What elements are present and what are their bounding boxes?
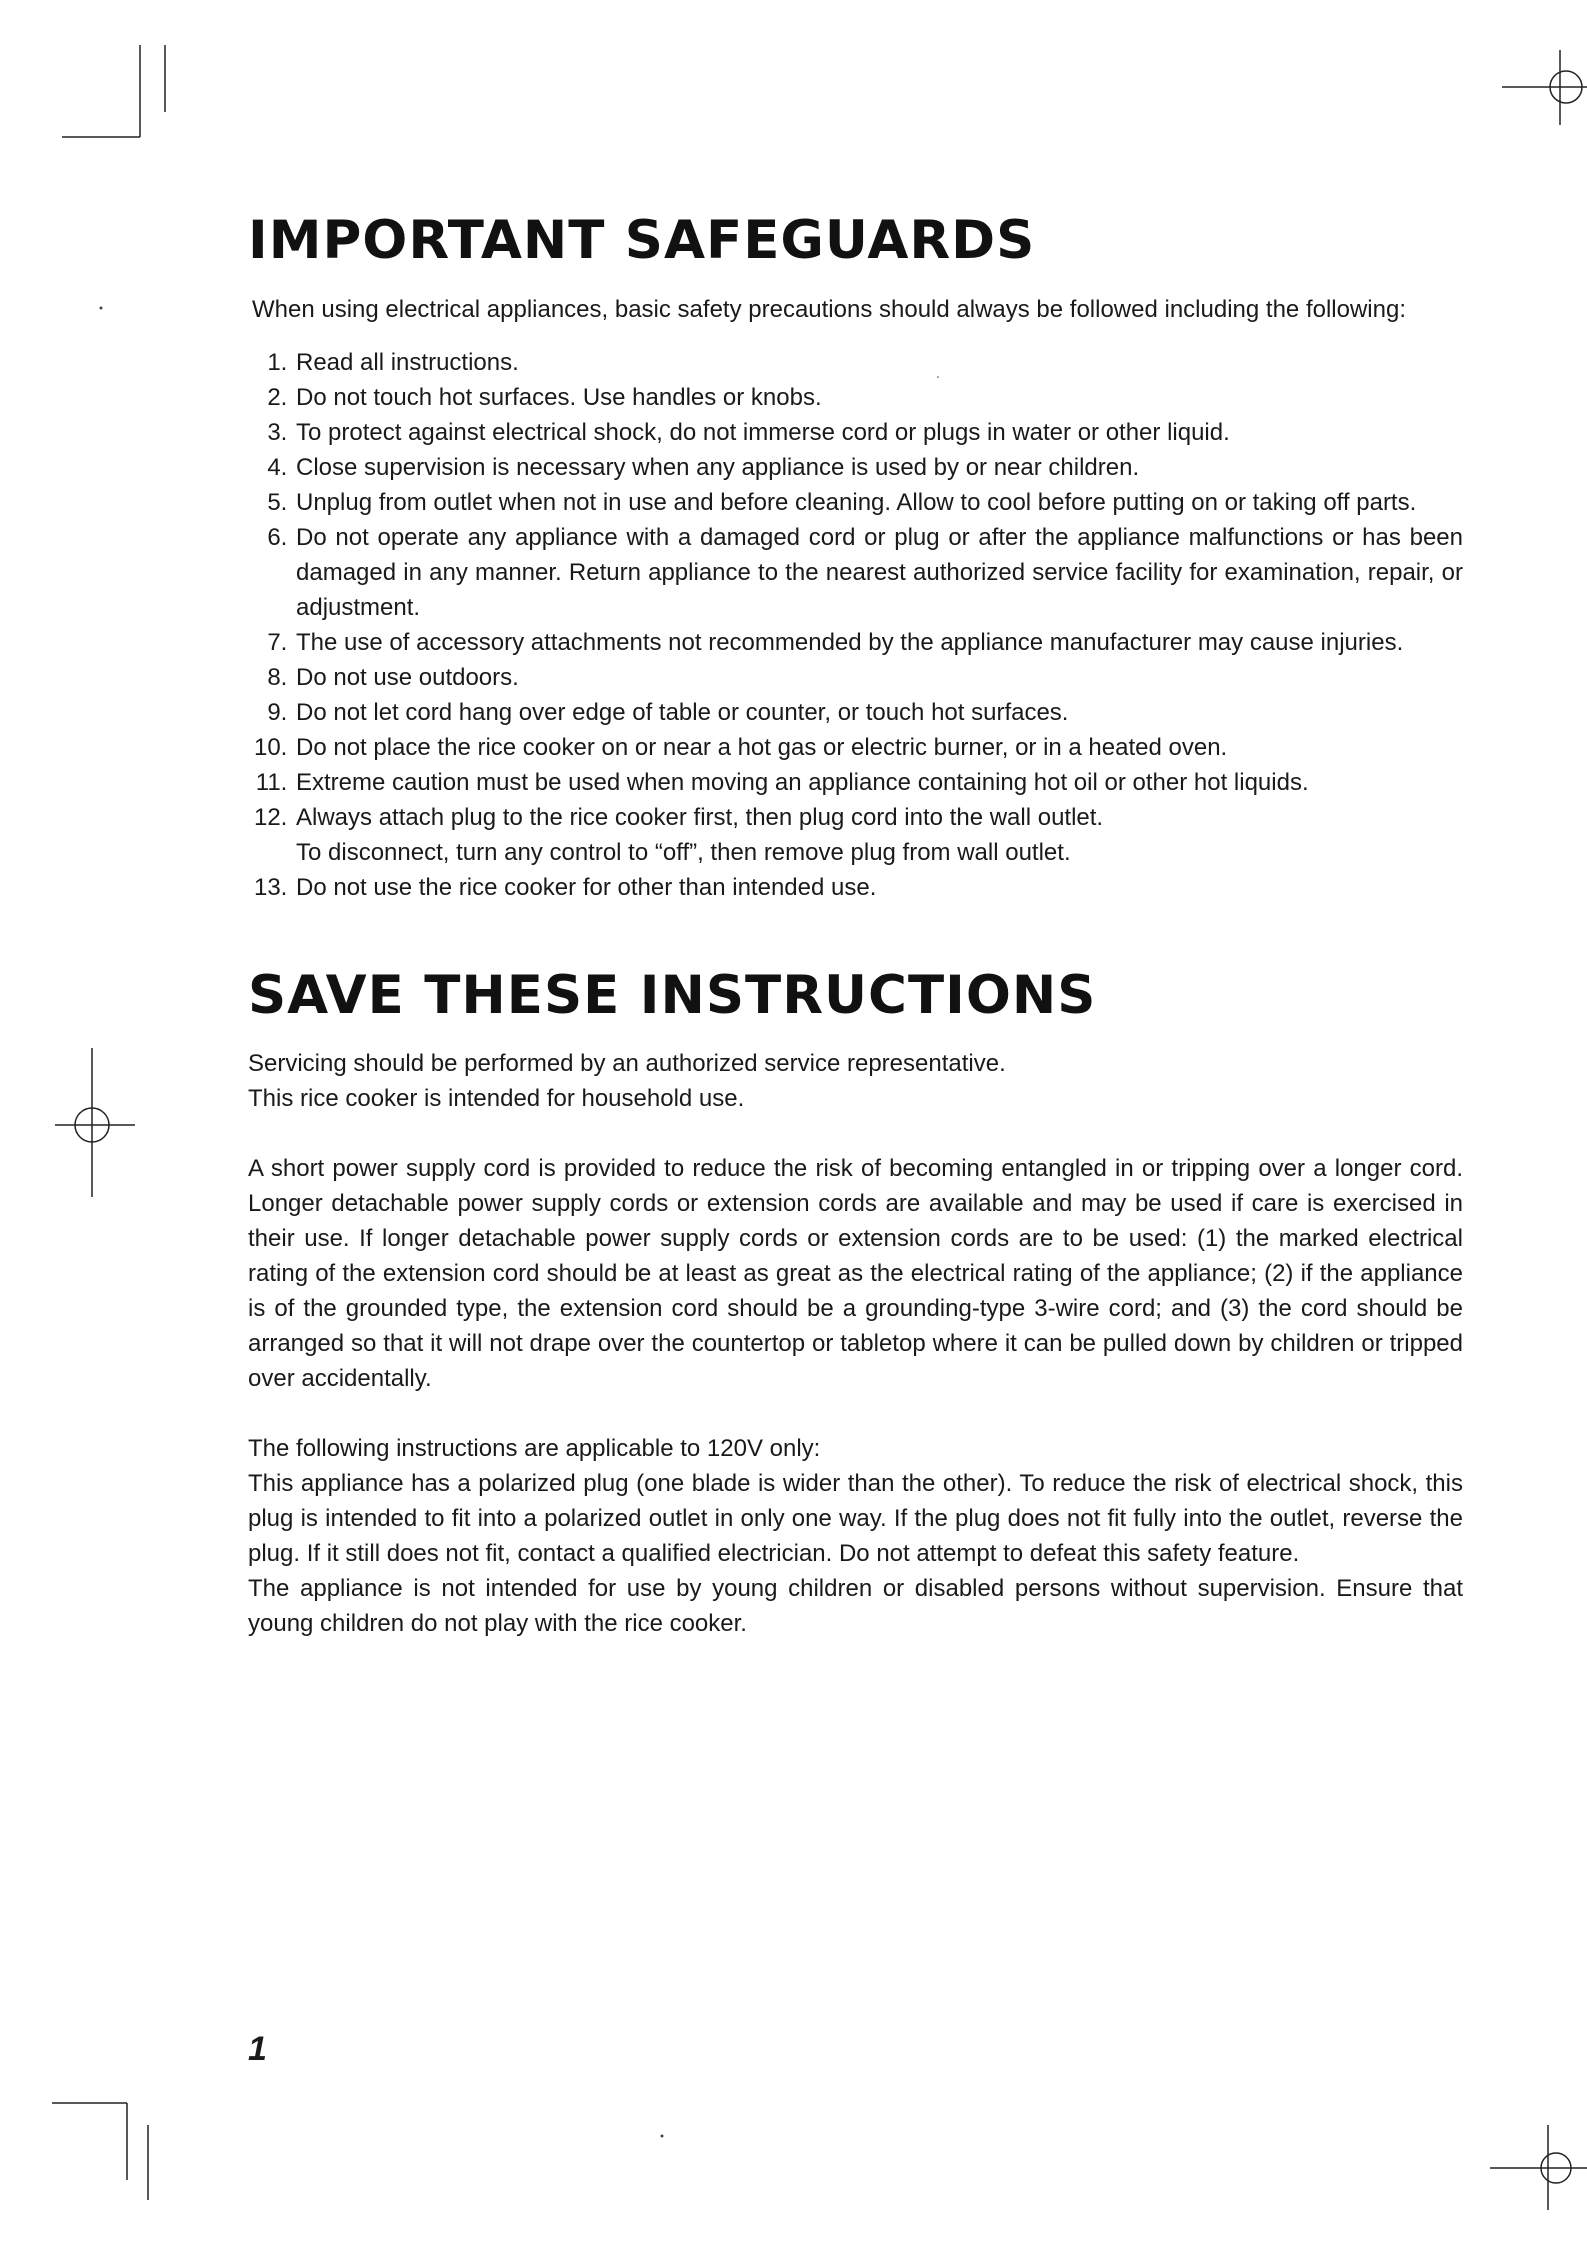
list-item: [294, 380, 1463, 415]
list-item: [294, 345, 1463, 380]
voltage-note: The following instructions are applicable to 120V only:: [248, 1434, 821, 1462]
list-item: [294, 450, 1463, 485]
list-item: [294, 485, 1463, 520]
list-item-text: Do not let cord hang over edge of table or counter, or touch hot surfaces.: [296, 699, 1069, 727]
save-instructions-section: [248, 967, 1463, 1640]
list-item-text: Do not touch hot surfaces. Use handles or knobs.: [296, 384, 822, 412]
list-item: [294, 800, 1463, 870]
list-item: [294, 695, 1463, 730]
list-item-text: Do not use the rice cooker for other than intended use.: [296, 874, 877, 902]
list-item-text: Do not place the rice cooker on or near a hot gas or electric burner, or in a heated oven.: [296, 734, 1228, 762]
polarized-plug-paragraph: This appliance has a polarized plug (one blade is wider than the other). To reduce the risk of electrical shock, this plug is intended to fit into a polarized outlet in only one way. If the plug does not fit fully into the outlet, reverse the plug. If it still does not fit, contact a qualified electrician. Do not attempt to defeat this safety feature.: [248, 1469, 1463, 1567]
list-item: [294, 415, 1463, 450]
list-item-text: Close supervision is necessary when any appliance is used by or near children.: [296, 454, 1140, 482]
save-instructions-heading: SAVE THESE INSTRUCTIONS: [248, 965, 1097, 1027]
safeguards-intro: When using electrical appliances, basic safety precautions should always be followed including the following:: [252, 296, 1406, 324]
list-item-text: Always attach plug to the rice cooker first, then plug cord into the wall outlet.: [296, 804, 1104, 832]
cord-paragraph: A short power supply cord is provided to reduce the risk of becoming entangled in or tripping over a longer cord. Longer detachable power supply cords or extension cords are available and may be used if care is exercised in their use. If longer detachable power supply cords or extension cords are to be used: (1) the marked electrical rating of the extension cord should be at least as great as the electrical rating of the appliance; (2) if the appliance is of the grounded type, the extension cord should be a grounding-type 3-wire cord; and (3) the cord should be arranged so that it will not drape over the countertop or tabletop where it can be pulled down by children or tripped over accidentally.: [248, 1154, 1463, 1392]
servicing-text: Servicing should be performed by an authorized service representative.: [248, 1049, 1006, 1077]
list-item-text: Do not use outdoors.: [296, 664, 519, 692]
list-item: [294, 520, 1463, 625]
list-item: [294, 625, 1463, 660]
list-item-text: Unplug from outlet when not in use and before cleaning. Allow to cool before putting on or taking off parts.: [296, 489, 1417, 517]
safeguards-list: [248, 345, 1463, 905]
list-item-text: Read all instructions.: [296, 349, 519, 377]
list-item-text: Extreme caution must be used when moving an appliance containing hot oil or other hot liquids.: [296, 769, 1309, 797]
list-item-text: To protect against electrical shock, do not immerse cord or plugs in water or other liquid.: [296, 419, 1230, 447]
list-item: [294, 765, 1463, 800]
important-safeguards-heading: IMPORTANT SAFEGUARDS: [248, 210, 1036, 271]
page-content: [248, 212, 1463, 1641]
page-number: 1: [248, 2030, 267, 2068]
list-item: [294, 870, 1463, 905]
list-item: [294, 660, 1463, 695]
list-item-text: Do not operate any appliance with a damaged cord or plug or after the appliance malfunctions or has been damaged in any manner. Return appliance to the nearest authorized service facility for examination, repair, or adjustment.: [296, 524, 1463, 622]
list-item-continuation: To disconnect, turn any control to “off”, then remove plug from wall outlet.: [296, 839, 1071, 867]
list-item: [294, 730, 1463, 765]
list-item-text: The use of accessory attachments not recommended by the appliance manufacturer may cause injuries.: [296, 629, 1404, 657]
household-text: This rice cooker is intended for household use.: [248, 1084, 745, 1112]
supervision-paragraph: The appliance is not intended for use by young children or disabled persons without supervision. Ensure that young children do not play with the rice cooker.: [248, 1574, 1463, 1637]
